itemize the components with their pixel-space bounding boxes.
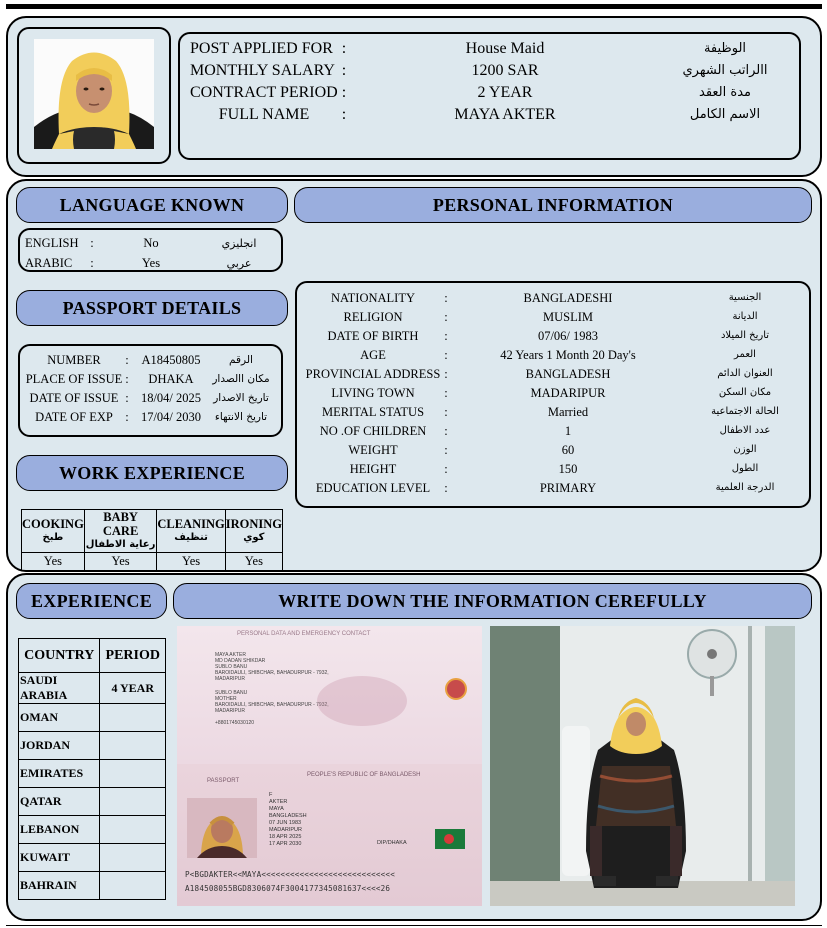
passport-value: DHAKA [148,372,194,386]
passport-data-page [177,626,482,764]
work-skill-ar: طبخ [42,532,64,543]
experience-period [100,788,166,816]
personal-value: BANGLADESHI [523,291,613,305]
passport-colon: : [125,372,129,386]
header-label: CONTRACT PERIOD [190,84,338,101]
passport-value: A18450805 [141,353,201,367]
experience-row [19,816,166,844]
personal-label: AGE [360,348,386,362]
scan-seal [445,678,467,700]
scan-authority: DIP/DHAKA [377,840,407,846]
passport-label: PLACE OF ISSUE [25,372,123,386]
passport-colon: : [125,391,129,405]
header-label: POST APPLIED FOR [190,40,333,57]
personal-label: NO .OF CHILDREN [319,424,427,438]
period-header: PERIOD [100,639,166,673]
passport-arabic: الرقم [229,354,253,366]
language-colon: : [90,256,94,270]
personal-value: BANGLADESH [525,367,611,381]
experience-row [19,788,166,816]
header-label: FULL NAME [218,106,310,123]
header-arabic: مدة العقد [699,85,751,100]
header-value: 1200 SAR [471,62,539,79]
header-value: MAYA AKTER [454,106,556,123]
experience-country: JORDAN [19,732,100,760]
personal-value: 07/06/ 1983 [537,329,599,343]
personal-arabic: العنوان الدائم [717,368,773,379]
language-label: ENGLISH [25,236,79,250]
personal-value: 60 [561,443,575,457]
experience-row [19,760,166,788]
personal-value: 1 [564,424,572,438]
personal-arabic: الحالة الاجتماعية [711,406,779,417]
experience-country: SAUDI ARABIA [19,673,100,704]
personal-colon: : [444,291,448,305]
experience-period [100,704,166,732]
passport-label: NUMBER [47,353,101,367]
experience-period [100,760,166,788]
experience-period [100,844,166,872]
personal-colon: : [444,329,448,343]
scan-bio-fields: F AKTER MAYA BANGLADESH 07 JUN 1983 MADARIPUR 18 APR 2025 17 APR 2030 [269,792,307,847]
language-arabic: انجليزي [221,237,257,250]
experience-period: 4 YEAR [100,673,166,704]
passport-value: 17/04/ 2030 [140,410,202,424]
work-skill-ar: تنظيف [174,532,208,543]
scan-mrz-line-2: A184508055BGD8306074F3004177345081637<<<<26 [185,884,391,893]
personal-arabic: مكان السكن [718,387,772,398]
work-skill-en: BABY CARE [102,510,139,538]
personal-information-title: PERSONAL INFORMATION [294,187,812,223]
header-arabic: الوظيفة [703,41,747,56]
experience-table [18,638,166,900]
scan-bio-photo [187,798,257,858]
personal-label: LIVING TOWN [331,386,415,400]
work-skill-ar: رعاية الاطفال [85,539,156,550]
work-skill-value: Yes [225,553,282,571]
personal-label: RELIGION [343,310,403,324]
personal-label: PROVINCIAL ADDRESS [305,367,441,381]
personal-colon: : [444,348,448,362]
work-column-header [22,510,85,553]
full-body-photo [490,626,795,906]
passport-arabic: تاريخ الاصدار [213,392,269,404]
experience-country: OMAN [19,704,100,732]
personal-colon: : [444,367,448,381]
scan-watermark [317,676,407,726]
personal-arabic: تاريخ الميلاد [720,330,770,341]
passport-colon: : [125,410,129,424]
top-rule [6,4,822,9]
experience-row [19,704,166,732]
scan-flag [435,829,465,849]
work-skill-en: CLEANING [157,517,225,531]
personal-colon: : [444,462,448,476]
personal-label: MERITAL STATUS [321,405,425,419]
personal-colon: : [444,481,448,495]
work-column-header [84,510,157,553]
header-colon: : [341,106,347,123]
personal-arabic: الديانة [732,311,758,322]
passport-scan-image [177,626,482,906]
experience-country: EMIRATES [19,760,100,788]
work-column-header [157,510,225,553]
work-experience-title: WORK EXPERIENCE [16,455,288,491]
work-skill-value: Yes [22,553,85,571]
experience-period [100,816,166,844]
personal-arabic: العمر [734,349,756,360]
experience-title: EXPERIENCE [16,583,167,619]
personal-label: HEIGHT [349,462,397,476]
work-skill-en: IRONING [225,517,282,531]
passport-value: 18/04/ 2025 [140,391,202,405]
personal-label: WEIGHT [348,443,398,457]
profile-photo [34,39,154,149]
work-skill-ar: كوي [243,532,265,543]
language-label: ARABIC [25,256,73,270]
experience-period [100,872,166,900]
personal-colon: : [444,310,448,324]
personal-arabic: الوزن [733,444,757,455]
experience-country: QATAR [19,788,100,816]
header-arabic: االراتب الشهري [682,63,768,78]
scan-personal-fields: MAYA AKTER MD DADAN SHIKDAR SUBLO BANU BAROIDAULI, SHIBCHAR, BAHADURPUR - 7932, MADARIPUR SUBLO BANU MOTHER BAROIDAULI, SHIBCHAR, BAHADURPUR - 7932, MADARIPUR +8801745030120 [215,652,329,726]
personal-colon: : [444,386,448,400]
language-value: Yes [141,256,161,270]
header-arabic: الاسم الكامل [689,107,761,122]
language-arabic: عربي [226,257,252,270]
personal-value: 150 [558,462,578,476]
work-experience-table [21,509,283,571]
country-header: COUNTRY [19,639,100,673]
scan-passport-label: PASSPORT [207,778,240,784]
language-known-title: LANGUAGE KNOWN [16,187,288,223]
work-column-header [225,510,282,553]
passport-details-title: PASSPORT DETAILS [16,290,288,326]
header-value: House Maid [465,40,545,57]
experience-row [19,673,166,704]
personal-colon: : [444,424,448,438]
header-colon: : [341,40,347,57]
passport-colon: : [125,353,129,367]
header-colon: : [341,84,347,101]
personal-arabic: عدد الاطفال [719,425,771,436]
personal-colon: : [444,405,448,419]
passport-arabic: مكان االصدار [212,373,270,385]
personal-value: 42 Years 1 Month 20 Day's [500,348,636,362]
personal-label: DATE OF BIRTH [327,329,419,343]
personal-value: Married [547,405,589,419]
experience-row [19,872,166,900]
experience-country: LEBANON [19,816,100,844]
header-value: 2 YEAR [477,84,533,101]
language-colon: : [90,236,94,250]
experience-row [19,844,166,872]
experience-country: BAHRAIN [19,872,100,900]
personal-arabic: الجنسية [728,292,762,303]
personal-label: NATIONALITY [330,291,415,305]
work-skill-en: COOKING [22,517,84,531]
passport-bio-page [177,764,482,906]
work-skill-value: Yes [84,553,157,571]
personal-value: MADARIPUR [530,386,606,400]
experience-row [19,732,166,760]
personal-label: EDUCATION LEVEL [315,481,431,495]
instruction-banner: WRITE DOWN THE INFORMATION CEREFULLY [173,583,812,619]
passport-label: DATE OF ISSUE [29,391,119,405]
scan-mrz-line-1: P<BGDAKTER<<MAYA<<<<<<<<<<<<<<<<<<<<<<<<<<<< [185,870,395,879]
experience-country: KUWAIT [19,844,100,872]
scan-header-text: PERSONAL DATA AND EMERGENCY CONTACT [237,631,371,637]
passport-label: DATE OF EXP [35,410,113,424]
header-label: MONTHLY SALARY [190,62,335,79]
passport-arabic: تاريخ الانتهاء [214,411,268,423]
header-colon: : [341,62,347,79]
experience-period [100,732,166,760]
language-value: No [143,236,159,250]
scan-republic-text: PEOPLE'S REPUBLIC OF BANGLADESH [307,772,421,778]
personal-value: PRIMARY [539,481,597,495]
personal-arabic: الطول [731,463,759,474]
personal-value: MUSLIM [542,310,593,324]
work-skill-value: Yes [157,553,225,571]
personal-arabic: الدرجة العلمية [715,482,775,493]
personal-colon: : [444,443,448,457]
